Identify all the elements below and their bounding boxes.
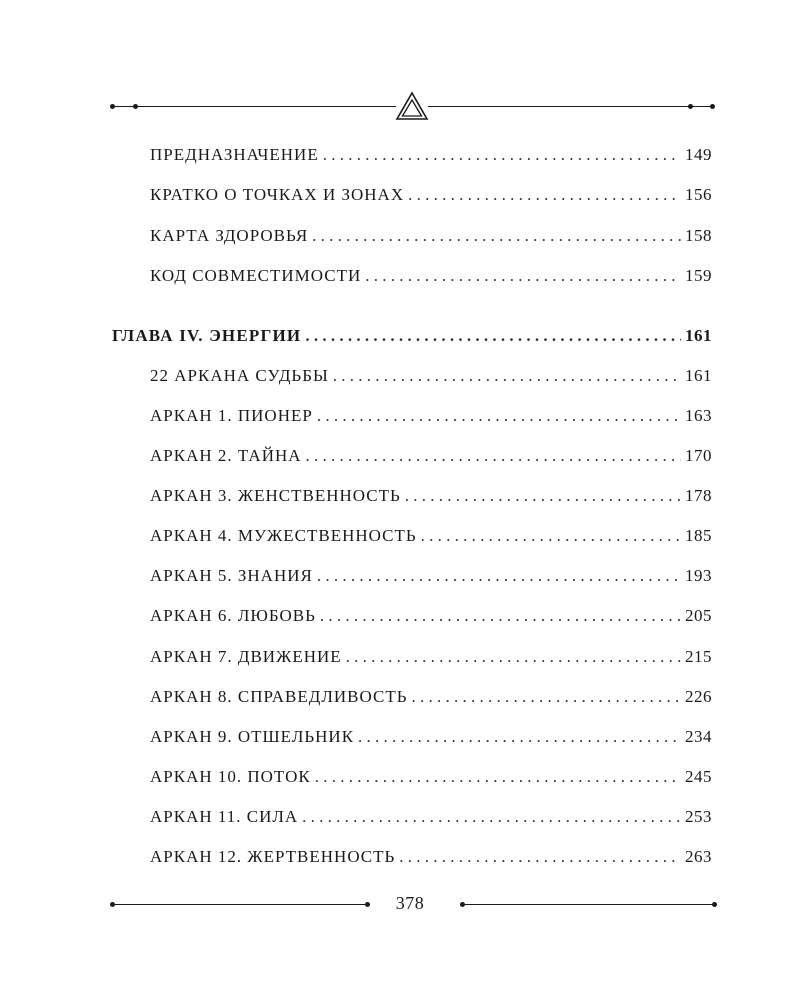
toc-entry-title: 22 АРКАНА СУДЬБЫ [150,366,329,385]
dot-leader [302,807,681,827]
footer-rule-dot [712,902,717,907]
toc-entry-page: 193 [685,566,712,585]
footer-rule-dot [110,902,115,907]
toc-entry[interactable] [150,486,712,506]
header-rule-right [428,106,714,107]
toc-entry-title: АРКАН 10. ПОТОК [150,767,311,786]
toc-entry-page: 185 [685,526,712,545]
toc-chapter-entry[interactable] [112,326,712,346]
dot-leader [305,326,681,346]
dot-leader [333,366,681,386]
toc-entry-title: КОД СОВМЕСТИМОСТИ [150,266,362,285]
toc-entry-page: 163 [685,406,712,425]
toc-entry-title: АРКАН 2. ТАЙНА [150,446,302,465]
toc-entry-title: АРКАН 6. ЛЮБОВЬ [150,606,316,625]
dot-leader [323,145,681,165]
toc-entry[interactable] [150,446,712,466]
dot-leader [408,185,681,205]
dot-leader [317,566,681,586]
toc-entry-page: 156 [685,185,712,204]
toc-entry-page: 178 [685,486,712,505]
toc-entry-title: АРКАН 4. МУЖЕСТВЕННОСТЬ [150,526,417,545]
toc-entry[interactable] [150,647,712,667]
dot-leader [317,406,681,426]
toc-entry[interactable] [150,406,712,426]
toc-entry-title: АРКАН 5. ЗНАНИЯ [150,566,313,585]
dot-leader [358,727,681,747]
toc-entry[interactable] [150,847,712,867]
dot-leader [346,647,681,667]
toc-entry-page: 170 [685,446,712,465]
toc-entry-title: АРКАН 8. СПРАВЕДЛИВОСТЬ [150,687,408,706]
toc-chapter-title: ГЛАВА IV. ЭНЕРГИИ [112,326,302,345]
header-rule-dot [688,104,693,109]
dot-leader [320,606,681,626]
header-rule-dot [110,104,115,109]
toc-entry-title: АРКАН 7. ДВИЖЕНИЕ [150,647,342,666]
dot-leader [315,767,681,787]
toc-entry[interactable] [150,687,712,707]
toc-entry-page: 158 [685,226,712,245]
toc-entry[interactable] [150,145,712,165]
toc-entry-page: 253 [685,807,712,826]
toc-entry-title: АРКАН 11. СИЛА [150,807,299,826]
toc-entry-page: 205 [685,606,712,625]
toc-entry[interactable] [150,226,712,246]
toc-entry-title: АРКАН 9. ОТШЕЛЬНИК [150,727,355,746]
toc-entry[interactable] [150,606,712,626]
dot-leader [399,847,681,867]
toc-entry-page: 149 [685,145,712,164]
toc-entry-title: ПРЕДНАЗНАЧЕНИЕ [150,145,319,164]
dot-leader [365,266,681,286]
toc-entry-page: 161 [685,366,712,385]
toc-entry-page: 245 [685,767,712,786]
toc-entry[interactable] [150,526,712,546]
page-number: 378 [395,893,425,913]
toc-entry[interactable] [150,767,712,787]
toc-entry-title: КАРТА ЗДОРОВЬЯ [150,226,309,245]
toc-entry-page: 215 [685,647,712,666]
dot-leader [421,526,681,546]
footer-rule-dot [365,902,370,907]
footer-rule-dot [460,902,465,907]
toc-entry[interactable] [150,266,712,286]
toc-entry[interactable] [150,566,712,586]
toc-entry-title: АРКАН 1. ПИОНЕР [150,406,313,425]
header-rule-left [112,106,396,107]
triangle-ornament-icon [395,91,429,121]
toc-entry-page: 263 [685,847,712,866]
toc-entry[interactable] [150,807,712,827]
header-rule-dot [710,104,715,109]
toc-entry[interactable] [150,727,712,747]
toc-entry-page: 159 [685,266,712,285]
toc-entry-title: КРАТКО О ТОЧКАХ И ЗОНАХ [150,185,405,204]
toc-entry-title: АРКАН 12. ЖЕРТВЕННОСТЬ [150,847,396,866]
toc-entry[interactable] [150,185,712,205]
toc-entry-title: АРКАН 3. ЖЕНСТВЕННОСТЬ [150,486,401,505]
toc-chapter-page: 161 [685,326,712,345]
dot-leader [312,226,681,246]
footer-rule-right [462,904,716,905]
dot-leader [411,687,681,707]
footer-rule-left [112,904,370,905]
toc-entry[interactable] [150,366,712,386]
header-rule-dot [133,104,138,109]
toc-entry-page: 226 [685,687,712,706]
dot-leader [306,446,681,466]
toc-entry-page: 234 [685,727,712,746]
dot-leader [405,486,681,506]
